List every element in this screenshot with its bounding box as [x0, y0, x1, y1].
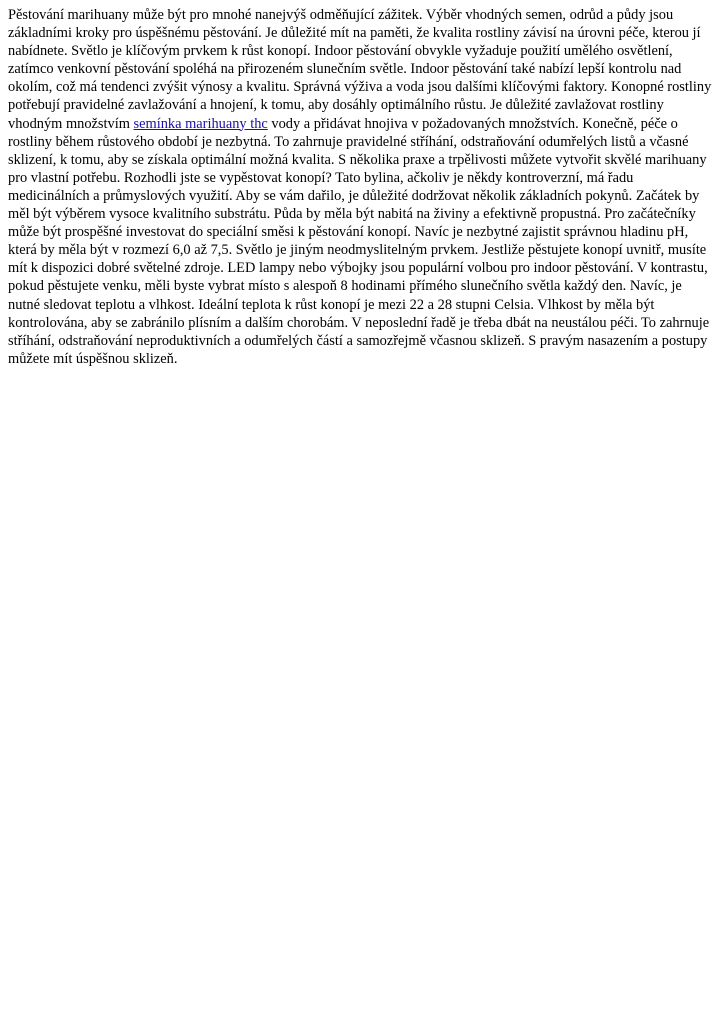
article-text-before-link: Pěstování marihuany může být pro mnohé nanejvýš odměňující zážitek. Výběr vhodných semen, odrůd a půdy jsou základními kroky pro úspěšnému pěstování. Je důležité mít na paměti, že kvalita rostliny závisí na úrovni péče, kterou jí nabídnete. Světlo je klíčovým prvkem k růst konopí. Indoor pěstování obvykle vyžaduje použití umělého osvětlení, zatímco venkovní pěstování spoléhá na přirozeném slunečním světle. Indoor pěstování také nabízí lepší kontrolu nad okolím, což má tendenci zvýšit výnosy a kvalitu. Správná výživa a voda jsou dalšími klíčovými faktory. Konopné rostliny potřebují pravidelné zavlažování a hnojení, k tomu, aby dosáhly optimálního růstu. Je důležité zavlažovat rostliny vhodným množstvím [8, 7, 712, 132]
article-paragraph [8, 6, 712, 368]
seeds-link[interactable]: semínka marihuany thc [133, 115, 268, 132]
article-text-after-link: vody a přidávat hnojiva v požadovaných množstvích. Konečně, péče o rostliny během růstového období je nezbytná. To zahrnuje pravidelné stříhání, odstraňování odumřelých listů a včasné sklizení, k tomu, aby se získala optimální možná kvalita. S několika praxe a trpělivosti můžete vytvořit skvělé marihuany pro vlastní potřebu. Rozhodli jste se vypěstovat konopí? Tato bylina, ačkoliv je někdy kontroverzní, má řadu medicinálních a průmyslových využití. Aby se vám dařilo, je důležité dodržovat několik základních pokynů. Začátek by měl být výběrem vysoce kvalitního substrátu. Půda by měla být nabitá na živiny a efektivně propustná. Pro začátečníky může být prospěšné investovat do speciální směsi k pěstování konopí. Navíc je nezbytné zajistit správnou hladinu pH, která by měla být v rozmezí 6,0 až 7,5. Světlo je jiným neodmyslitelným prvkem. Jestliže pěstujete konopí uvnitř, musíte mít k dispozici dobré světelné zdroje. LED lampy nebo výbojky jsou populární volbou pro indoor pěstování. V kontrastu, pokud pěstujete venku, měli byste vybrat místo s alespoň 8 hodinami přímého slunečního světla každý den. Navíc, je nutné sledovat teplotu a vlhkost. Ideální teplota k růst konopí je mezi 22 a 28 stupni Celsia. Vlhkost by měla být kontrolována, aby se zabránilo plísním a dalším chorobám. V neposlední řadě je třeba dbát na neustálou péči. To zahrnuje stříhání, odstraňování neproduktivních a odumřelých částí a samozřejmě včasnou sklizeň. S pravým nasazením a postupy můžete mít úspěšnou sklizeň. [8, 115, 710, 367]
